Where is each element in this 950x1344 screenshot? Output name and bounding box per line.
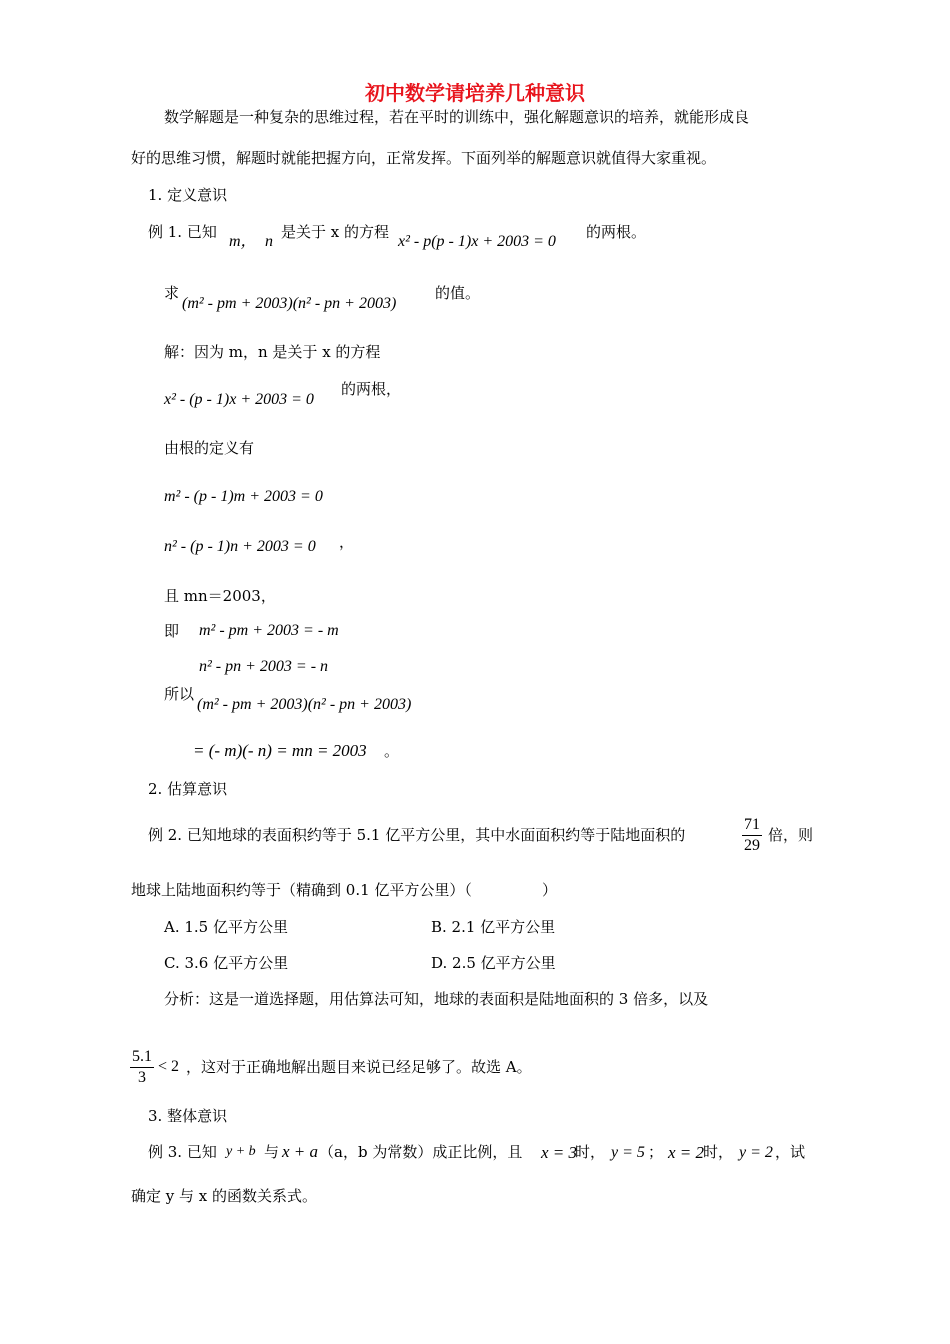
suoyi-label: 所以: [164, 685, 195, 703]
page-title: 初中数学请培养几种意识: [365, 81, 585, 105]
example-2-line-2-tail: ）: [542, 881, 558, 899]
example-3-tail: ，试: [775, 1143, 806, 1161]
option-c: C. 3.6 亿平方公里: [164, 954, 289, 972]
solution-equation-tail: 的两根，: [341, 380, 402, 398]
yu-text: 与: [264, 1143, 280, 1161]
equation-ji-n: n² - pn + 2003 = - n: [199, 658, 329, 675]
equation-m: m² - (p - 1)m + 2003 = 0: [164, 488, 323, 505]
equation-quadratic: x² - p(p - 1)x + 2003 = 0: [398, 233, 556, 250]
example-2-line-2: 地球上陆地面积约等于（精确到 0.1 亿平方公里）（: [131, 881, 472, 899]
ji-label: 即: [164, 622, 180, 640]
fraction-denominator: 29: [744, 837, 760, 854]
cond-y-5: y = 5: [611, 1144, 645, 1161]
analysis-line-1: 分析：这是一道选择题，用估算法可知，地球的表面积是陆地面积的 3 倍多，以及: [164, 990, 709, 1008]
example-1-label: 例 1. 已知: [148, 223, 217, 241]
cond-x-3: x = 3: [541, 1143, 578, 1162]
intro-line-1: 数学解题是一种复杂的思维过程，若在平时的训练中，强化解题意识的培养，就能形成良: [164, 108, 750, 126]
solution-line-1: 解：因为 m，n 是关于 x 的方程: [164, 343, 381, 361]
equation-n-comma: ，: [339, 533, 355, 551]
fraction-71-29: [742, 815, 762, 856]
less-than-two: < 2: [158, 1058, 180, 1075]
fraction-denominator: 3: [138, 1069, 146, 1086]
ask-label: 求: [164, 284, 180, 302]
expr-y-plus-b: y + b: [226, 1144, 256, 1159]
cond-y-2: y = 2: [739, 1144, 773, 1161]
option-d: D. 2.5 亿平方公里: [431, 954, 556, 972]
suoyi-expression: (m² - pm + 2003)(n² - pn + 2003): [197, 696, 412, 713]
var-n: n: [265, 233, 273, 250]
example-3-label: 例 3. 已知: [148, 1143, 217, 1161]
intro-line-2: 好的思维习惯，解题时就能把握方向，正常发挥。下面列举的解题意识就值得大家重视。: [131, 149, 717, 167]
section-heading-estimation: 2. 估算意识: [148, 780, 228, 798]
option-a: A. 1.5 亿平方公里: [164, 918, 288, 936]
solution-equation: x² - (p - 1)x + 2003 = 0: [164, 391, 314, 408]
example-3-mid: （a，b 为常数）成正比例，且: [319, 1143, 523, 1161]
option-b: B. 2.1 亿平方公里: [431, 918, 556, 936]
product-line: 且 mn＝2003，: [164, 587, 276, 605]
shi-1: 时，: [575, 1143, 606, 1161]
cond-x-2: x = 2: [668, 1143, 705, 1162]
separator: ；: [648, 1143, 664, 1161]
fraction-5-1-over-3: [130, 1047, 154, 1088]
final-result: = (- m)(- n) = mn = 2003: [193, 741, 367, 760]
expr-x-plus-a: x + a: [282, 1142, 319, 1161]
final-result-tail: 。: [384, 742, 400, 760]
example-1-mid: 是关于 x 的方程: [281, 223, 389, 241]
fraction-numerator: 71: [742, 815, 762, 836]
example-1-tail: 的两根。: [586, 223, 647, 241]
ask-tail: 的值。: [435, 284, 481, 302]
equation-ji-m: m² - pm + 2003 = - m: [199, 622, 339, 639]
example-2-line-1-tail: 倍，则: [768, 826, 814, 844]
section-heading-holistic: 3. 整体意识: [148, 1107, 228, 1125]
section-heading-definition: 1. 定义意识: [148, 186, 228, 204]
target-expression: (m² - pm + 2003)(n² - pn + 2003): [182, 295, 397, 312]
example-2-line-1: 例 2. 已知地球的表面积约等于 5.1 亿平方公里，其中水面面积约等于陆地面积的: [148, 826, 686, 844]
equation-n: n² - (p - 1)n + 2003 = 0: [164, 538, 316, 555]
var-m: m，: [229, 233, 257, 250]
shi-2: 时，: [703, 1143, 734, 1161]
definition-line: 由根的定义有: [164, 439, 255, 457]
analysis-tail: ，这对于正确地解出题目来说已经足够了。故选 A。: [186, 1058, 532, 1076]
example-3-line-2: 确定 y 与 x 的函数关系式。: [131, 1187, 318, 1205]
fraction-numerator: 5.1: [130, 1047, 154, 1068]
